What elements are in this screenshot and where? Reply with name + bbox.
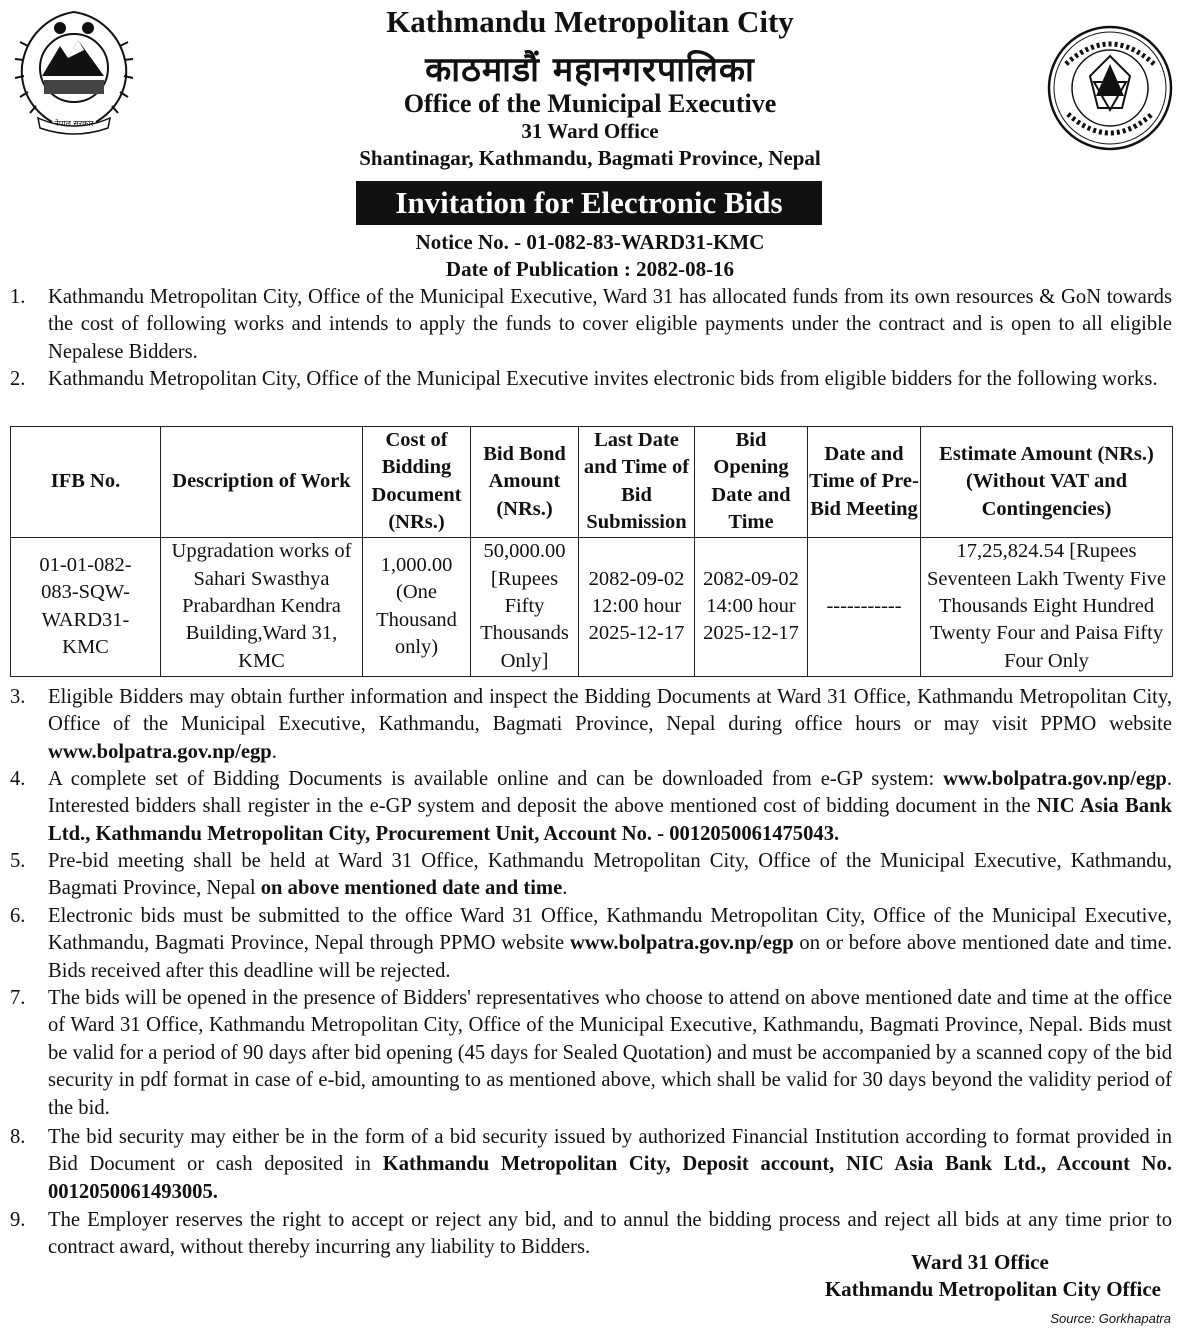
table-cell: Upgradation works of Sahari Swasthya Prabardhan Kendra Building,Ward 31, KMC <box>161 537 363 676</box>
table-cell: 2082-09-02 12:00 hour 2025-12-17 <box>579 537 695 676</box>
table-cell: ----------- <box>808 537 921 676</box>
table-header-row <box>11 427 1173 538</box>
nepali-name-text: काठमाडौं महानगरपालिका <box>425 50 755 90</box>
paragraph-number: 5. <box>10 850 26 872</box>
table-cell: 2082-09-02 14:00 hour 2025-12-17 <box>695 537 808 676</box>
publication-date: Date of Publication : 2082-08-16 <box>445 257 735 281</box>
paragraph-text: Kathmandu Metropolitan City, Office of the Municipal Executive, Ward 31 has allocated funds from its own resources & GoN towards the cost of following works and intends to apply the funds to cover eligible payments under the contract and is open to all eligible Nepalese Bidders. <box>48 286 1172 363</box>
paragraph-7 <box>0 985 1172 1122</box>
table-cell: 50,000.00 [Rupees Fifty Thousands Only] <box>471 537 579 676</box>
emblem-caption: नेपाल सरकार <box>54 119 94 128</box>
text-run: . <box>562 877 568 900</box>
website-link[interactable]: www.bolpatra.gov.np/egp <box>569 932 794 955</box>
paragraph-text: The bids will be opened in the presence of Bidders' representatives who choose to attend on above mentioned date and time at the office of Ward 31 Office, Kathmandu Metropolitan City, Office of the Municipal Executive, Kathmandu, Bagmati Province, Nepal. Bids must be valid for a period of 90 days after bid opening (45 days for Sealed Quotation) and must be accompanied by a scanned copy of the bid security in pdf format in case of e-bid, amounting to as mentioned above, which shall be valid for 30 days beyond the validity period of the bid. <box>48 987 1172 1119</box>
paragraph-1 <box>0 284 1172 366</box>
paragraph-number: 3. <box>10 686 26 708</box>
address: Shantinagar, Kathmandu, Bagmati Province, Nepal <box>359 146 821 170</box>
paragraph-6 <box>0 903 1172 985</box>
column-header: Cost of Bidding Document (NRs.) <box>363 427 471 538</box>
source-credit: Source: Gorkhapatra <box>1050 1311 1171 1326</box>
paragraph-number: 2. <box>10 368 26 390</box>
office-title: Office of the Municipal Executive <box>403 89 777 118</box>
bids-table <box>10 426 1173 677</box>
paragraph-4 <box>0 766 1172 848</box>
paragraph-number: 4. <box>10 768 26 790</box>
nepali-name <box>200 44 980 92</box>
paragraph-text: The Employer reserves the right to accept or reject any bid, and to annul the bidding process and reject all bids at any time prior to contract award, without thereby incurring any liability to Bidders. <box>48 1209 1172 1259</box>
table-row <box>11 537 1173 676</box>
text-run: Eligible Bidders may obtain further information and inspect the Bidding Documents at Ward 31 Office, Kathmandu Metropolitan City, Office of the Municipal Executive, Kathmandu, Bagmati Province, Nepal during office hours or may visit PPMO website <box>48 686 1172 736</box>
signature-office: Ward 31 Office <box>911 1250 1049 1274</box>
text-run: Pre-bid meeting shall be held at Ward 31 Office, Kathmandu Metropolitan City, Office of the Municipal Executive, Kathmandu, Bagmati Province, Nepal <box>48 850 1172 900</box>
bank-account: Kathmandu Metropolitan City, Deposit account, NIC Asia Bank Ltd., Account No. 0012050061493005. <box>48 1153 1172 1203</box>
bank-account: NIC Asia Bank Ltd., Kathmandu Metropolitan City, Procurement Unit, Account No. - 0012050061475043. <box>48 795 1172 845</box>
text-run: Electronic bids must be submitted to the office Ward 31 Office, Kathmandu Metropolitan City, Office of the Municipal Executive, Kathmandu, Bagmati Province, Nepal through PPMO website <box>48 905 1172 955</box>
paragraph-8 <box>0 1124 1172 1206</box>
table-cell: 17,25,824.54 [Rupees Seventeen Lakh Twenty Five Thousands Eight Hundred Twenty Four and Paisa Fifty Four Only <box>921 537 1173 676</box>
text-run: on or before above mentioned date and time. Bids received after this deadline will be rejected. <box>48 932 1172 982</box>
notice-number: Notice No. - 01-082-83-WARD31-KMC <box>415 230 765 254</box>
city-title: Kathmandu Metropolitan City <box>386 4 794 39</box>
column-header: Date and Time of Pre-Bid Meeting <box>808 427 921 538</box>
paragraph-number: 8. <box>10 1126 26 1148</box>
nepal-emblem-icon <box>8 6 140 138</box>
paragraph-number: 1. <box>10 286 26 308</box>
kmc-seal-icon <box>1046 24 1174 152</box>
paragraph-3 <box>0 684 1172 766</box>
column-header: Estimate Amount (NRs.) (Without VAT and Contingencies) <box>921 427 1173 538</box>
text-run: The bid security may either be in the form of a bid security issued by authorized Financial Institution according to format provided in Bid Document or cash deposited in <box>48 1126 1172 1176</box>
signature-organization: Kathmandu Metropolitan City Office <box>824 1277 1161 1301</box>
table-cell: 1,000.00 (One Thousand only) <box>363 537 471 676</box>
website-link[interactable]: www.bolpatra.gov.np/egp <box>943 768 1167 790</box>
paragraph-text <box>48 848 1172 903</box>
text-run: . Interested bidders shall register in the e-GP system and deposit the above mentioned cost of bidding document in the <box>48 768 1172 818</box>
paragraph-text <box>48 1124 1172 1206</box>
invitation-banner: Invitation for Electronic Bids <box>356 181 822 225</box>
paragraph-number: 9. <box>10 1209 26 1231</box>
text-run: . <box>271 740 277 763</box>
paragraph-number: 6. <box>10 905 26 927</box>
column-header: Bid Opening Date and Time <box>695 427 808 538</box>
paragraph-text <box>48 903 1172 985</box>
column-header: IFB No. <box>11 427 161 538</box>
paragraph-text <box>48 684 1172 766</box>
emphasis: on above mentioned date and time <box>260 877 563 900</box>
paragraph-5 <box>0 848 1172 903</box>
website-link[interactable]: www.bolpatra.gov.np/egp <box>48 740 272 763</box>
ward-title: 31 Ward Office <box>521 119 659 143</box>
column-header: Last Date and Time of Bid Submission <box>579 427 695 538</box>
paragraph-number: 7. <box>10 987 26 1009</box>
column-header: Description of Work <box>161 427 363 538</box>
column-header: Bid Bond Amount (NRs.) <box>471 427 579 538</box>
paragraph-2 <box>0 366 1172 393</box>
table-cell: 01-01-082-083-SQW-WARD31-KMC <box>11 537 161 676</box>
paragraph-text: Kathmandu Metropolitan City, Office of the Municipal Executive invites electronic bids from eligible bidders for the following works. <box>48 368 1158 390</box>
paragraph-text <box>48 766 1172 848</box>
text-run: A complete set of Bidding Documents is available online and can be downloaded from e-GP system: <box>48 768 944 790</box>
